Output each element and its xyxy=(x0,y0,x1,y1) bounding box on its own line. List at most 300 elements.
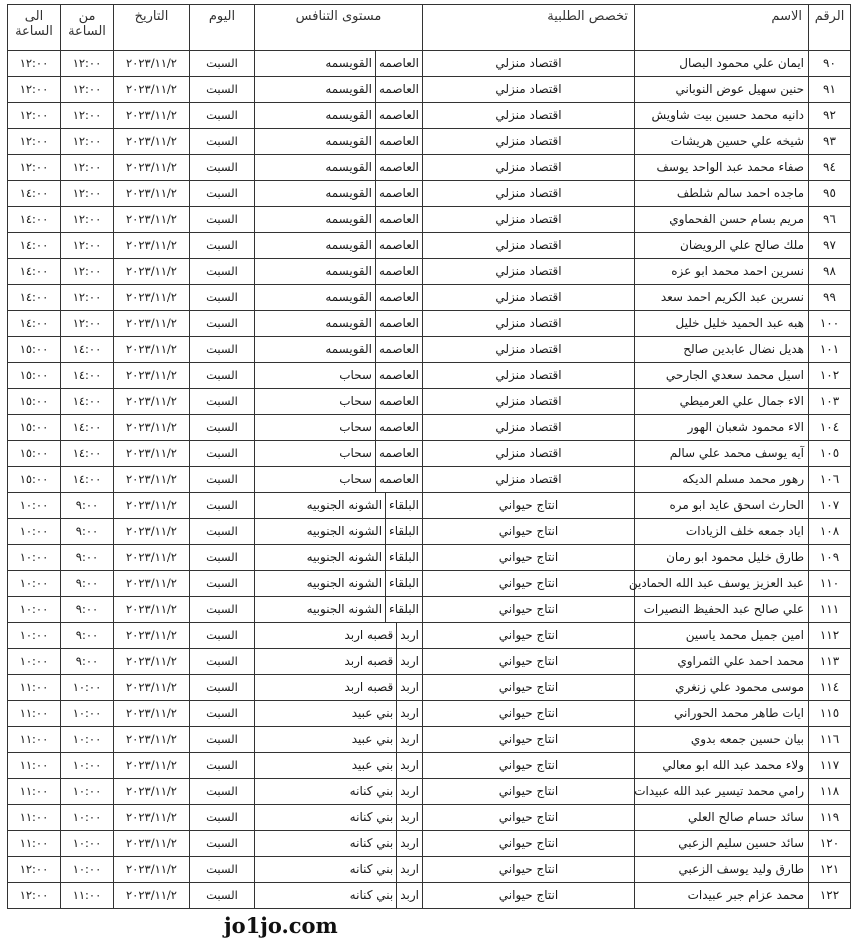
exam-day: السبت xyxy=(190,441,255,467)
time-to: ١٤:٠٠ xyxy=(8,233,61,259)
competition-level xyxy=(255,285,423,311)
row-number: ١٠٨ xyxy=(809,519,851,545)
student-name: رهور محمد مسلم الديكه xyxy=(635,467,809,493)
row-number: ١١٤ xyxy=(809,675,851,701)
time-to: ١٢:٠٠ xyxy=(8,857,61,883)
specialization: انتاج حيواني xyxy=(423,675,635,701)
specialization: انتاج حيواني xyxy=(423,545,635,571)
governorate: العاصمه xyxy=(375,441,422,466)
header-from: من الساعة xyxy=(61,5,114,51)
directorate: قصبه اربد xyxy=(344,680,394,694)
exam-date: ٢٠٢٣/١١/٢ xyxy=(114,181,190,207)
exam-date: ٢٠٢٣/١١/٢ xyxy=(114,233,190,259)
table-row xyxy=(8,467,851,493)
exam-date: ٢٠٢٣/١١/٢ xyxy=(114,727,190,753)
exam-day: السبت xyxy=(190,51,255,77)
specialization: اقتصاد منزلي xyxy=(423,155,635,181)
competition-level xyxy=(255,571,423,597)
schedule-table xyxy=(7,4,851,909)
governorate: اربد xyxy=(396,701,422,726)
specialization: انتاج حيواني xyxy=(423,597,635,623)
table-row xyxy=(8,155,851,181)
student-name: ايمان علي محمود البصال xyxy=(635,51,809,77)
time-from: ١٢:٠٠ xyxy=(61,259,114,285)
table-row xyxy=(8,493,851,519)
table-row xyxy=(8,857,851,883)
time-from: ١٠:٠٠ xyxy=(61,727,114,753)
row-number: ٩٦ xyxy=(809,207,851,233)
exam-day: السبت xyxy=(190,831,255,857)
exam-date: ٢٠٢٣/١١/٢ xyxy=(114,77,190,103)
specialization: اقتصاد منزلي xyxy=(423,363,635,389)
table-row xyxy=(8,363,851,389)
time-from: ١٠:٠٠ xyxy=(61,779,114,805)
competition-level xyxy=(255,311,423,337)
competition-level xyxy=(255,77,423,103)
time-from: ١٤:٠٠ xyxy=(61,467,114,493)
row-number: ١٢١ xyxy=(809,857,851,883)
time-to: ١٤:٠٠ xyxy=(8,311,61,337)
time-to: ١٠:٠٠ xyxy=(8,649,61,675)
directorate: سحاب xyxy=(339,446,372,460)
row-number: ٩٢ xyxy=(809,103,851,129)
specialization: اقتصاد منزلي xyxy=(423,77,635,103)
competition-level xyxy=(255,857,423,883)
exam-day: السبت xyxy=(190,467,255,493)
table-row xyxy=(8,623,851,649)
governorate: العاصمه xyxy=(375,415,422,440)
student-name: هبه عبد الحميد خليل خليل xyxy=(635,311,809,337)
row-number: ٩٤ xyxy=(809,155,851,181)
table-row xyxy=(8,181,851,207)
exam-day: السبت xyxy=(190,545,255,571)
student-name: صفاء محمد عبد الواحد يوسف xyxy=(635,155,809,181)
directorate: الشونه الجنوبيه xyxy=(306,498,383,512)
governorate: العاصمه xyxy=(375,389,422,414)
time-from: ١٢:٠٠ xyxy=(61,51,114,77)
time-from: ١٢:٠٠ xyxy=(61,285,114,311)
governorate: اربد xyxy=(396,857,422,882)
specialization: انتاج حيواني xyxy=(423,519,635,545)
row-number: ١٠٦ xyxy=(809,467,851,493)
competition-level xyxy=(255,623,423,649)
student-name: ايات طاهر محمد الحوراني xyxy=(635,701,809,727)
table-row xyxy=(8,233,851,259)
directorate: القويسمه xyxy=(325,186,372,200)
table-row xyxy=(8,883,851,909)
student-name: ماجده احمد سالم شلطف xyxy=(635,181,809,207)
time-to: ١٠:٠٠ xyxy=(8,519,61,545)
exam-date: ٢٠٢٣/١١/٢ xyxy=(114,337,190,363)
specialization: اقتصاد منزلي xyxy=(423,415,635,441)
time-from: ١٢:٠٠ xyxy=(61,129,114,155)
governorate: البلقاء xyxy=(385,571,422,596)
header-level: مستوى التنافس xyxy=(255,5,423,51)
exam-day: السبت xyxy=(190,623,255,649)
time-to: ١٤:٠٠ xyxy=(8,259,61,285)
exam-date: ٢٠٢٣/١١/٢ xyxy=(114,519,190,545)
competition-level xyxy=(255,181,423,207)
table-row xyxy=(8,415,851,441)
governorate: اربد xyxy=(396,831,422,856)
time-from: ١٤:٠٠ xyxy=(61,415,114,441)
exam-day: السبت xyxy=(190,363,255,389)
student-name: مريم بسام حسن الفحماوي xyxy=(635,207,809,233)
governorate: البلقاء xyxy=(385,597,422,622)
specialization: انتاج حيواني xyxy=(423,701,635,727)
governorate: العاصمه xyxy=(375,259,422,284)
specialization: انتاج حيواني xyxy=(423,831,635,857)
time-to: ١٠:٠٠ xyxy=(8,545,61,571)
student-name: اسيل محمد سعدي الجارحي xyxy=(635,363,809,389)
directorate: سحاب xyxy=(339,420,372,434)
table-row xyxy=(8,77,851,103)
exam-day: السبت xyxy=(190,181,255,207)
time-from: ٩:٠٠ xyxy=(61,571,114,597)
exam-day: السبت xyxy=(190,77,255,103)
exam-day: السبت xyxy=(190,493,255,519)
student-name: طارق وليد يوسف الزعبي xyxy=(635,857,809,883)
exam-date: ٢٠٢٣/١١/٢ xyxy=(114,103,190,129)
governorate: العاصمه xyxy=(375,103,422,128)
governorate: اربد xyxy=(396,675,422,700)
table-row xyxy=(8,779,851,805)
exam-day: السبت xyxy=(190,701,255,727)
governorate: العاصمه xyxy=(375,363,422,388)
exam-day: السبت xyxy=(190,857,255,883)
exam-date: ٢٠٢٣/١١/٢ xyxy=(114,285,190,311)
student-name: آيه يوسف محمد علي سالم xyxy=(635,441,809,467)
directorate: بني كنانه xyxy=(349,862,394,876)
governorate: العاصمه xyxy=(375,285,422,310)
specialization: انتاج حيواني xyxy=(423,493,635,519)
row-number: ٩٠ xyxy=(809,51,851,77)
time-to: ١١:٠٠ xyxy=(8,779,61,805)
student-name: ملك صالح علي الرويضان xyxy=(635,233,809,259)
time-to: ١٥:٠٠ xyxy=(8,415,61,441)
exam-date: ٢٠٢٣/١١/٢ xyxy=(114,129,190,155)
header-name: الاسم xyxy=(635,5,809,51)
row-number: ٩٧ xyxy=(809,233,851,259)
competition-level xyxy=(255,701,423,727)
exam-date: ٢٠٢٣/١١/٢ xyxy=(114,389,190,415)
time-to: ١٢:٠٠ xyxy=(8,103,61,129)
competition-level xyxy=(255,727,423,753)
student-name: ولاء محمد عبد الله ابو معالي xyxy=(635,753,809,779)
governorate: اربد xyxy=(396,623,422,648)
exam-day: السبت xyxy=(190,779,255,805)
time-from: ١٠:٠٠ xyxy=(61,831,114,857)
exam-day: السبت xyxy=(190,519,255,545)
student-name: هديل نضال عابدين صالح xyxy=(635,337,809,363)
governorate: البلقاء xyxy=(385,545,422,570)
competition-level xyxy=(255,805,423,831)
governorate: العاصمه xyxy=(375,311,422,336)
student-name: محمد عزام جبر عبيدات xyxy=(635,883,809,909)
time-from: ١٤:٠٠ xyxy=(61,389,114,415)
exam-day: السبت xyxy=(190,311,255,337)
competition-level xyxy=(255,493,423,519)
specialization: اقتصاد منزلي xyxy=(423,181,635,207)
student-name: دانيه محمد حسين بيت شاويش xyxy=(635,103,809,129)
competition-level xyxy=(255,389,423,415)
specialization: انتاج حيواني xyxy=(423,571,635,597)
competition-level xyxy=(255,519,423,545)
table-row xyxy=(8,649,851,675)
governorate: العاصمه xyxy=(375,155,422,180)
exam-day: السبت xyxy=(190,727,255,753)
table-row xyxy=(8,259,851,285)
student-name: علي صالح عبد الحفيظ النصيرات xyxy=(635,597,809,623)
competition-level xyxy=(255,103,423,129)
exam-day: السبت xyxy=(190,415,255,441)
exam-date: ٢٠٢٣/١١/٢ xyxy=(114,701,190,727)
exam-day: السبت xyxy=(190,675,255,701)
exam-day: السبت xyxy=(190,597,255,623)
exam-day: السبت xyxy=(190,389,255,415)
specialization: انتاج حيواني xyxy=(423,779,635,805)
specialization: انتاج حيواني xyxy=(423,857,635,883)
governorate: العاصمه xyxy=(375,207,422,232)
exam-date: ٢٠٢٣/١١/٢ xyxy=(114,441,190,467)
specialization: اقتصاد منزلي xyxy=(423,129,635,155)
table-row xyxy=(8,519,851,545)
student-name: اياد جمعه خلف الزيادات xyxy=(635,519,809,545)
time-from: ١٤:٠٠ xyxy=(61,441,114,467)
exam-date: ٢٠٢٣/١١/٢ xyxy=(114,259,190,285)
table-row xyxy=(8,311,851,337)
row-number: ٩٥ xyxy=(809,181,851,207)
governorate: العاصمه xyxy=(375,51,422,76)
student-name: عبد العزيز يوسف عبد الله الحمادين xyxy=(635,571,809,597)
governorate: اربد xyxy=(396,883,422,908)
directorate: القويسمه xyxy=(325,212,372,226)
row-number: ١٠٢ xyxy=(809,363,851,389)
time-to: ١٢:٠٠ xyxy=(8,129,61,155)
governorate: العاصمه xyxy=(375,77,422,102)
competition-level xyxy=(255,883,423,909)
exam-date: ٢٠٢٣/١١/٢ xyxy=(114,597,190,623)
student-name: حنين سهيل عوض النوباني xyxy=(635,77,809,103)
exam-date: ٢٠٢٣/١١/٢ xyxy=(114,831,190,857)
competition-level xyxy=(255,233,423,259)
competition-level xyxy=(255,259,423,285)
competition-level xyxy=(255,467,423,493)
specialization: اقتصاد منزلي xyxy=(423,337,635,363)
row-number: ١١٧ xyxy=(809,753,851,779)
time-to: ١٤:٠٠ xyxy=(8,181,61,207)
competition-level xyxy=(255,363,423,389)
time-from: ١٠:٠٠ xyxy=(61,753,114,779)
exam-date: ٢٠٢٣/١١/٢ xyxy=(114,571,190,597)
governorate: اربد xyxy=(396,779,422,804)
row-number: ٩٣ xyxy=(809,129,851,155)
exam-date: ٢٠٢٣/١١/٢ xyxy=(114,857,190,883)
governorate: العاصمه xyxy=(375,337,422,362)
directorate: بني كنانه xyxy=(349,784,394,798)
specialization: اقتصاد منزلي xyxy=(423,467,635,493)
exam-day: السبت xyxy=(190,883,255,909)
directorate: القويسمه xyxy=(325,56,372,70)
exam-date: ٢٠٢٣/١١/٢ xyxy=(114,467,190,493)
header-day: اليوم xyxy=(190,5,255,51)
time-from: ١٠:٠٠ xyxy=(61,805,114,831)
time-from: ٩:٠٠ xyxy=(61,623,114,649)
time-to: ١١:٠٠ xyxy=(8,753,61,779)
row-number: ١٠٤ xyxy=(809,415,851,441)
time-to: ١٥:٠٠ xyxy=(8,337,61,363)
time-to: ١٥:٠٠ xyxy=(8,467,61,493)
time-to: ١٠:٠٠ xyxy=(8,597,61,623)
governorate: اربد xyxy=(396,805,422,830)
student-name: موسى محمود علي زنغري xyxy=(635,675,809,701)
table-row xyxy=(8,545,851,571)
time-from: ١٠:٠٠ xyxy=(61,857,114,883)
table-row xyxy=(8,129,851,155)
specialization: انتاج حيواني xyxy=(423,727,635,753)
time-to: ١٢:٠٠ xyxy=(8,51,61,77)
student-name: محمد احمد علي الثمراوي xyxy=(635,649,809,675)
row-number: ١١١ xyxy=(809,597,851,623)
directorate: القويسمه xyxy=(325,134,372,148)
competition-level xyxy=(255,441,423,467)
time-from: ١٢:٠٠ xyxy=(61,311,114,337)
exam-day: السبت xyxy=(190,129,255,155)
governorate: البلقاء xyxy=(385,519,422,544)
directorate: سحاب xyxy=(339,472,372,486)
governorate: العاصمه xyxy=(375,467,422,492)
table-row xyxy=(8,285,851,311)
directorate: القويسمه xyxy=(325,160,372,174)
table-row xyxy=(8,571,851,597)
directorate: الشونه الجنوبيه xyxy=(306,576,383,590)
row-number: ١٠٩ xyxy=(809,545,851,571)
exam-date: ٢٠٢٣/١١/٢ xyxy=(114,493,190,519)
directorate: القويسمه xyxy=(325,108,372,122)
competition-level xyxy=(255,129,423,155)
exam-day: السبت xyxy=(190,571,255,597)
time-from: ١٤:٠٠ xyxy=(61,337,114,363)
competition-level xyxy=(255,415,423,441)
governorate: اربد xyxy=(396,727,422,752)
table-row xyxy=(8,597,851,623)
competition-level xyxy=(255,779,423,805)
exam-day: السبت xyxy=(190,649,255,675)
time-to: ١٤:٠٠ xyxy=(8,285,61,311)
exam-date: ٢٠٢٣/١١/٢ xyxy=(114,649,190,675)
time-to: ١٥:٠٠ xyxy=(8,363,61,389)
time-to: ١١:٠٠ xyxy=(8,727,61,753)
table-row xyxy=(8,753,851,779)
table-row xyxy=(8,727,851,753)
row-number: ١٠٠ xyxy=(809,311,851,337)
row-number: ٩٩ xyxy=(809,285,851,311)
governorate: اربد xyxy=(396,753,422,778)
competition-level xyxy=(255,753,423,779)
time-from: ١٢:٠٠ xyxy=(61,207,114,233)
competition-level xyxy=(255,155,423,181)
exam-day: السبت xyxy=(190,805,255,831)
table-row xyxy=(8,441,851,467)
competition-level xyxy=(255,207,423,233)
student-name: نسرين احمد محمد ابو عزه xyxy=(635,259,809,285)
row-number: ١١٠ xyxy=(809,571,851,597)
table-row xyxy=(8,103,851,129)
specialization: اقتصاد منزلي xyxy=(423,259,635,285)
time-from: ١٢:٠٠ xyxy=(61,103,114,129)
row-number: ١١٢ xyxy=(809,623,851,649)
time-to: ١٠:٠٠ xyxy=(8,493,61,519)
table-row xyxy=(8,701,851,727)
time-from: ١٠:٠٠ xyxy=(61,675,114,701)
time-to: ١٤:٠٠ xyxy=(8,207,61,233)
time-to: ١٠:٠٠ xyxy=(8,571,61,597)
directorate: القويسمه xyxy=(325,316,372,330)
exam-date: ٢٠٢٣/١١/٢ xyxy=(114,675,190,701)
specialization: انتاج حيواني xyxy=(423,753,635,779)
schedule-sheet xyxy=(7,4,845,909)
time-from: ٩:٠٠ xyxy=(61,597,114,623)
table-row xyxy=(8,337,851,363)
directorate: القويسمه xyxy=(325,342,372,356)
time-to: ١١:٠٠ xyxy=(8,675,61,701)
specialization: اقتصاد منزلي xyxy=(423,441,635,467)
specialization: اقتصاد منزلي xyxy=(423,207,635,233)
directorate: قصبه اربد xyxy=(344,628,394,642)
student-name: نسرين عبد الكريم احمد سعد xyxy=(635,285,809,311)
exam-date: ٢٠٢٣/١١/٢ xyxy=(114,623,190,649)
student-name: الحارث اسحق عايد ابو مره xyxy=(635,493,809,519)
directorate: بني كنانه xyxy=(349,888,394,902)
directorate: بني عبيد xyxy=(351,758,394,772)
exam-day: السبت xyxy=(190,233,255,259)
time-from: ١٢:٠٠ xyxy=(61,155,114,181)
site-watermark: jo1jo.com xyxy=(224,913,338,938)
directorate: القويسمه xyxy=(325,82,372,96)
exam-date: ٢٠٢٣/١١/٢ xyxy=(114,883,190,909)
directorate: الشونه الجنوبيه xyxy=(306,602,383,616)
student-name: امين جميل محمد ياسين xyxy=(635,623,809,649)
competition-level xyxy=(255,597,423,623)
table-row xyxy=(8,389,851,415)
exam-date: ٢٠٢٣/١١/٢ xyxy=(114,207,190,233)
student-name: الاء جمال علي العرميطي xyxy=(635,389,809,415)
header-num: الرقم xyxy=(809,5,851,51)
governorate: البلقاء xyxy=(385,493,422,518)
exam-date: ٢٠٢٣/١١/٢ xyxy=(114,415,190,441)
table-row xyxy=(8,207,851,233)
specialization: انتاج حيواني xyxy=(423,623,635,649)
specialization: انتاج حيواني xyxy=(423,649,635,675)
exam-date: ٢٠٢٣/١١/٢ xyxy=(114,51,190,77)
exam-date: ٢٠٢٣/١١/٢ xyxy=(114,779,190,805)
row-number: ٩٨ xyxy=(809,259,851,285)
directorate: قصبه اربد xyxy=(344,654,394,668)
directorate: القويسمه xyxy=(325,264,372,278)
directorate: الشونه الجنوبيه xyxy=(306,550,383,564)
directorate: بني كنانه xyxy=(349,810,394,824)
student-name: رامي محمد تيسير عبد الله عبيدات xyxy=(635,779,809,805)
table-row xyxy=(8,51,851,77)
row-number: ١٢٠ xyxy=(809,831,851,857)
competition-level xyxy=(255,675,423,701)
time-from: ١١:٠٠ xyxy=(61,883,114,909)
time-from: ١٢:٠٠ xyxy=(61,233,114,259)
exam-date: ٢٠٢٣/١١/٢ xyxy=(114,545,190,571)
time-from: ١٢:٠٠ xyxy=(61,181,114,207)
competition-level xyxy=(255,51,423,77)
time-from: ٩:٠٠ xyxy=(61,493,114,519)
